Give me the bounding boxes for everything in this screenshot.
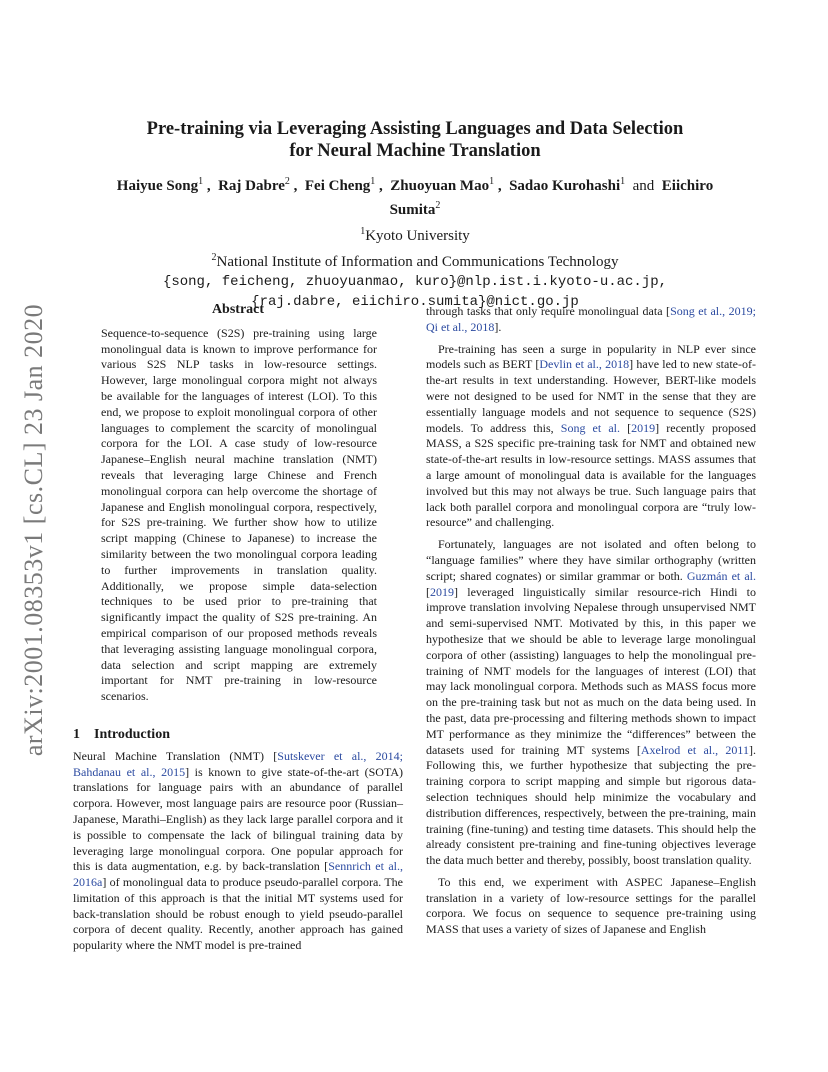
author-affil: 1 <box>620 176 626 187</box>
affiliation-1 <box>90 222 740 246</box>
affil-name: Kyoto University <box>365 228 470 244</box>
paragraph-pretraining <box>426 342 756 532</box>
author-name-last: Eiichiro Sumita <box>389 178 714 218</box>
author-name: Fei Cheng <box>304 178 371 194</box>
affiliation-2 <box>90 248 740 272</box>
paper-header <box>90 118 740 312</box>
citation-link[interactable]: 2019 <box>631 420 656 435</box>
author-affil: 1 <box>370 176 376 187</box>
arxiv-stamp: arXiv:2001.08353v1 [cs.CL] 23 Jan 2020 <box>19 303 48 757</box>
text-run: Neural Machine Translation (NMT) [ <box>73 748 278 763</box>
author-affil: 1 <box>198 176 204 187</box>
affil-name: National Institute of Information and Communications Technology <box>216 254 619 270</box>
text-run: [ <box>426 584 430 599</box>
abstract-heading: Abstract <box>211 302 265 317</box>
citation-link[interactable]: Devlin et al., 2018 <box>539 357 630 372</box>
paragraph-continued <box>426 304 756 336</box>
author-affil: 2 <box>435 200 441 211</box>
citation-link[interactable]: Sutskever et al., 2014; Bahdanau et al., 2015 <box>73 748 403 779</box>
citation-link[interactable]: Sennrich et al., 2016a <box>73 859 403 890</box>
text-run: ] recently proposed MASS, a S2S specific pre-training task for NMT and obtained new state-of-the-art results in low-resource settings. MASS assumes that a large amount of monolingual data is available for the languages involved but this may not always be true. Such language pairs that lack both parallel corpora and monolingual corpora are “truly low-resource” and challenging. <box>426 420 757 530</box>
text-run: through tasks that only require monolingual data [ <box>426 304 671 318</box>
section-heading <box>73 727 403 743</box>
paragraph-language-families <box>426 537 756 869</box>
email-line-2: {raj.dabre, eiichiro.sumita}@nict.go.jp <box>251 294 579 310</box>
affil-num: 1 <box>360 226 366 237</box>
text-run: [ <box>620 420 632 435</box>
text-run: ] have led to new state-of-the-art results in text understanding. However, BERT-like models were not designed to be used for NMT in the sense that they are essentially language models and not sequence to sequence (S2S) models. To address this, <box>426 357 756 435</box>
affil-num: 2 <box>211 252 217 263</box>
text-run: To this end, we experiment with ASPEC Japanese–English translation in a variety of low-resource settings for the parallel corpora. We focus on sequence to sequence pre-training using MASS that uses a variety of sizes of Japanese and English <box>426 874 756 937</box>
citation-link[interactable]: Song et al., 2019; Qi et al., 2018 <box>426 304 757 334</box>
citation-link[interactable]: Song et al. <box>560 420 621 435</box>
text-run: ] of monolingual data to produce pseudo-parallel corpora. The limitation of this approach is that the initial MT systems used for back-translation should be robust enough to yield pseudo-parallel corpora of decent quality. Recently, another approach has gained popularity where the NMT model is pre-trained <box>73 875 403 953</box>
author-name: Haiyue Song <box>116 178 199 194</box>
citation-link[interactable]: Guzmán et al. <box>686 568 756 583</box>
text-run: Pre-training has seen a surge in popularity in NLP ever since models such as BERT [ <box>426 341 756 372</box>
abstract-text: Sequence-to-sequence (S2S) pre-training using large monolingual data is known to improve performance for various S2S NLP tasks in low-resource settings. However, large monolingual corpora might not always be available for the languages of interest (LOI). To this end, we propose to exploit monolingual corpora of other languages to complement the scarcity of monolingual corpora for the LOI. A case study of low-resource Japanese–English neural machine translation (NMT) reveals that leveraging large Chinese and French monolingual corpora can help overcome the shortage of Japanese and English monolingual corpora, respectively, for S2S pre-training. We further show how to utilize script mapping (Chinese to Japanese) to increase the similarity between the two monolingual corpora leading to further improvements in translation quality. Additionally, we propose simple data-selection techniques to be used prior to pre-training that significantly impact the quality of S2S pre-training. An empirical comparison of our proposed methods reveals that leveraging assisting language monolingual corpora, data selection and script mapping are extremely important for NMT pre-training in low-resource scenarios. <box>101 325 377 704</box>
author-affil: 1 <box>489 176 495 187</box>
text-run: ] leveraged linguistically similar resource-rich Hindi to improve translation involving Nepalese through unsupervised NMT and semi-supervised NMT. Motivated by this, in this paper we hypothesize that we should be able to leverage large monolingual corpora of other (assisting) languages to help the monolingual pre-training of NMT models for the languages of interest (LOI) that may lack monolingual corpora. Methods such as MASS focus more on the pre-training task but not as much on the data being used. In the past, data pre-processing and filtering methods shown to impact MT performance as they minimize the “differences” between the datasets used for training MT systems [ <box>426 584 756 757</box>
text-run: ] is known to give state-of-the-art (SOTA) translations for language pairs with an abundance of parallel corpora. However, most language pairs are resource poor (Russian–Japanese, Marathi–English) as they lack large parallel corpora and it is possible to compensate the lack of bilingual training data by leveraging large monolingual corpora. One popular approach for this is data augmentation, e.g. by back-translation [ <box>73 764 403 874</box>
title-line-2: for Neural Machine Translation <box>289 141 541 161</box>
title-line-1: Pre-training via Leveraging Assisting Languages and Data Selection <box>146 119 684 139</box>
author-name: Raj Dabre <box>218 178 285 194</box>
paper-title <box>90 118 740 162</box>
author-list: Haiyue Song$^1$ , Raj Dabre$^2$ , Fei Cheng$^1$ , Zhuoyuan Mao$^1$ , Sadao Kurohashi$^1$ and Eiichiro Sumita$^2$ <box>116 176 714 218</box>
left-column <box>73 302 403 954</box>
author-name: Sadao Kurohashi <box>509 178 621 194</box>
paragraph-experiment <box>426 875 756 938</box>
text-run: ]. Following this, we further hypothesize that subjecting the pre-training corpora to script mapping and simple but rigorous data-selection techniques should help minimize the vocabulary and distribution differences, respectively, between the pre-training, main training (fine-tuning) and testing time datasets. This should help the already consistent pre-training and fine-tuning objectives leverage the data much better and thereby, possibly, boost translation quality. <box>426 742 756 868</box>
author-name: Zhuoyuan Mao <box>390 178 490 194</box>
text-run: Fortunately, languages are not isolated and often belong to “language families” where they have similar orthography (written script; shared cognates) or similar grammar or both. <box>426 537 756 583</box>
intro-paragraph <box>73 749 403 954</box>
section-title: Introduction <box>94 726 170 742</box>
section-number: 1 <box>73 726 80 742</box>
author-affil: 2 <box>284 176 290 187</box>
text-run: ]. <box>494 319 502 334</box>
right-column <box>426 304 756 938</box>
and-word: and <box>632 178 655 194</box>
citation-link[interactable]: 2019 <box>430 584 454 599</box>
citation-link[interactable]: Axelrod et al., 2011 <box>640 742 749 757</box>
email-line-1: {song, feicheng, zhuoyuanmao, kuro}@nlp.ist.i.kyoto-u.ac.jp, <box>162 274 668 290</box>
